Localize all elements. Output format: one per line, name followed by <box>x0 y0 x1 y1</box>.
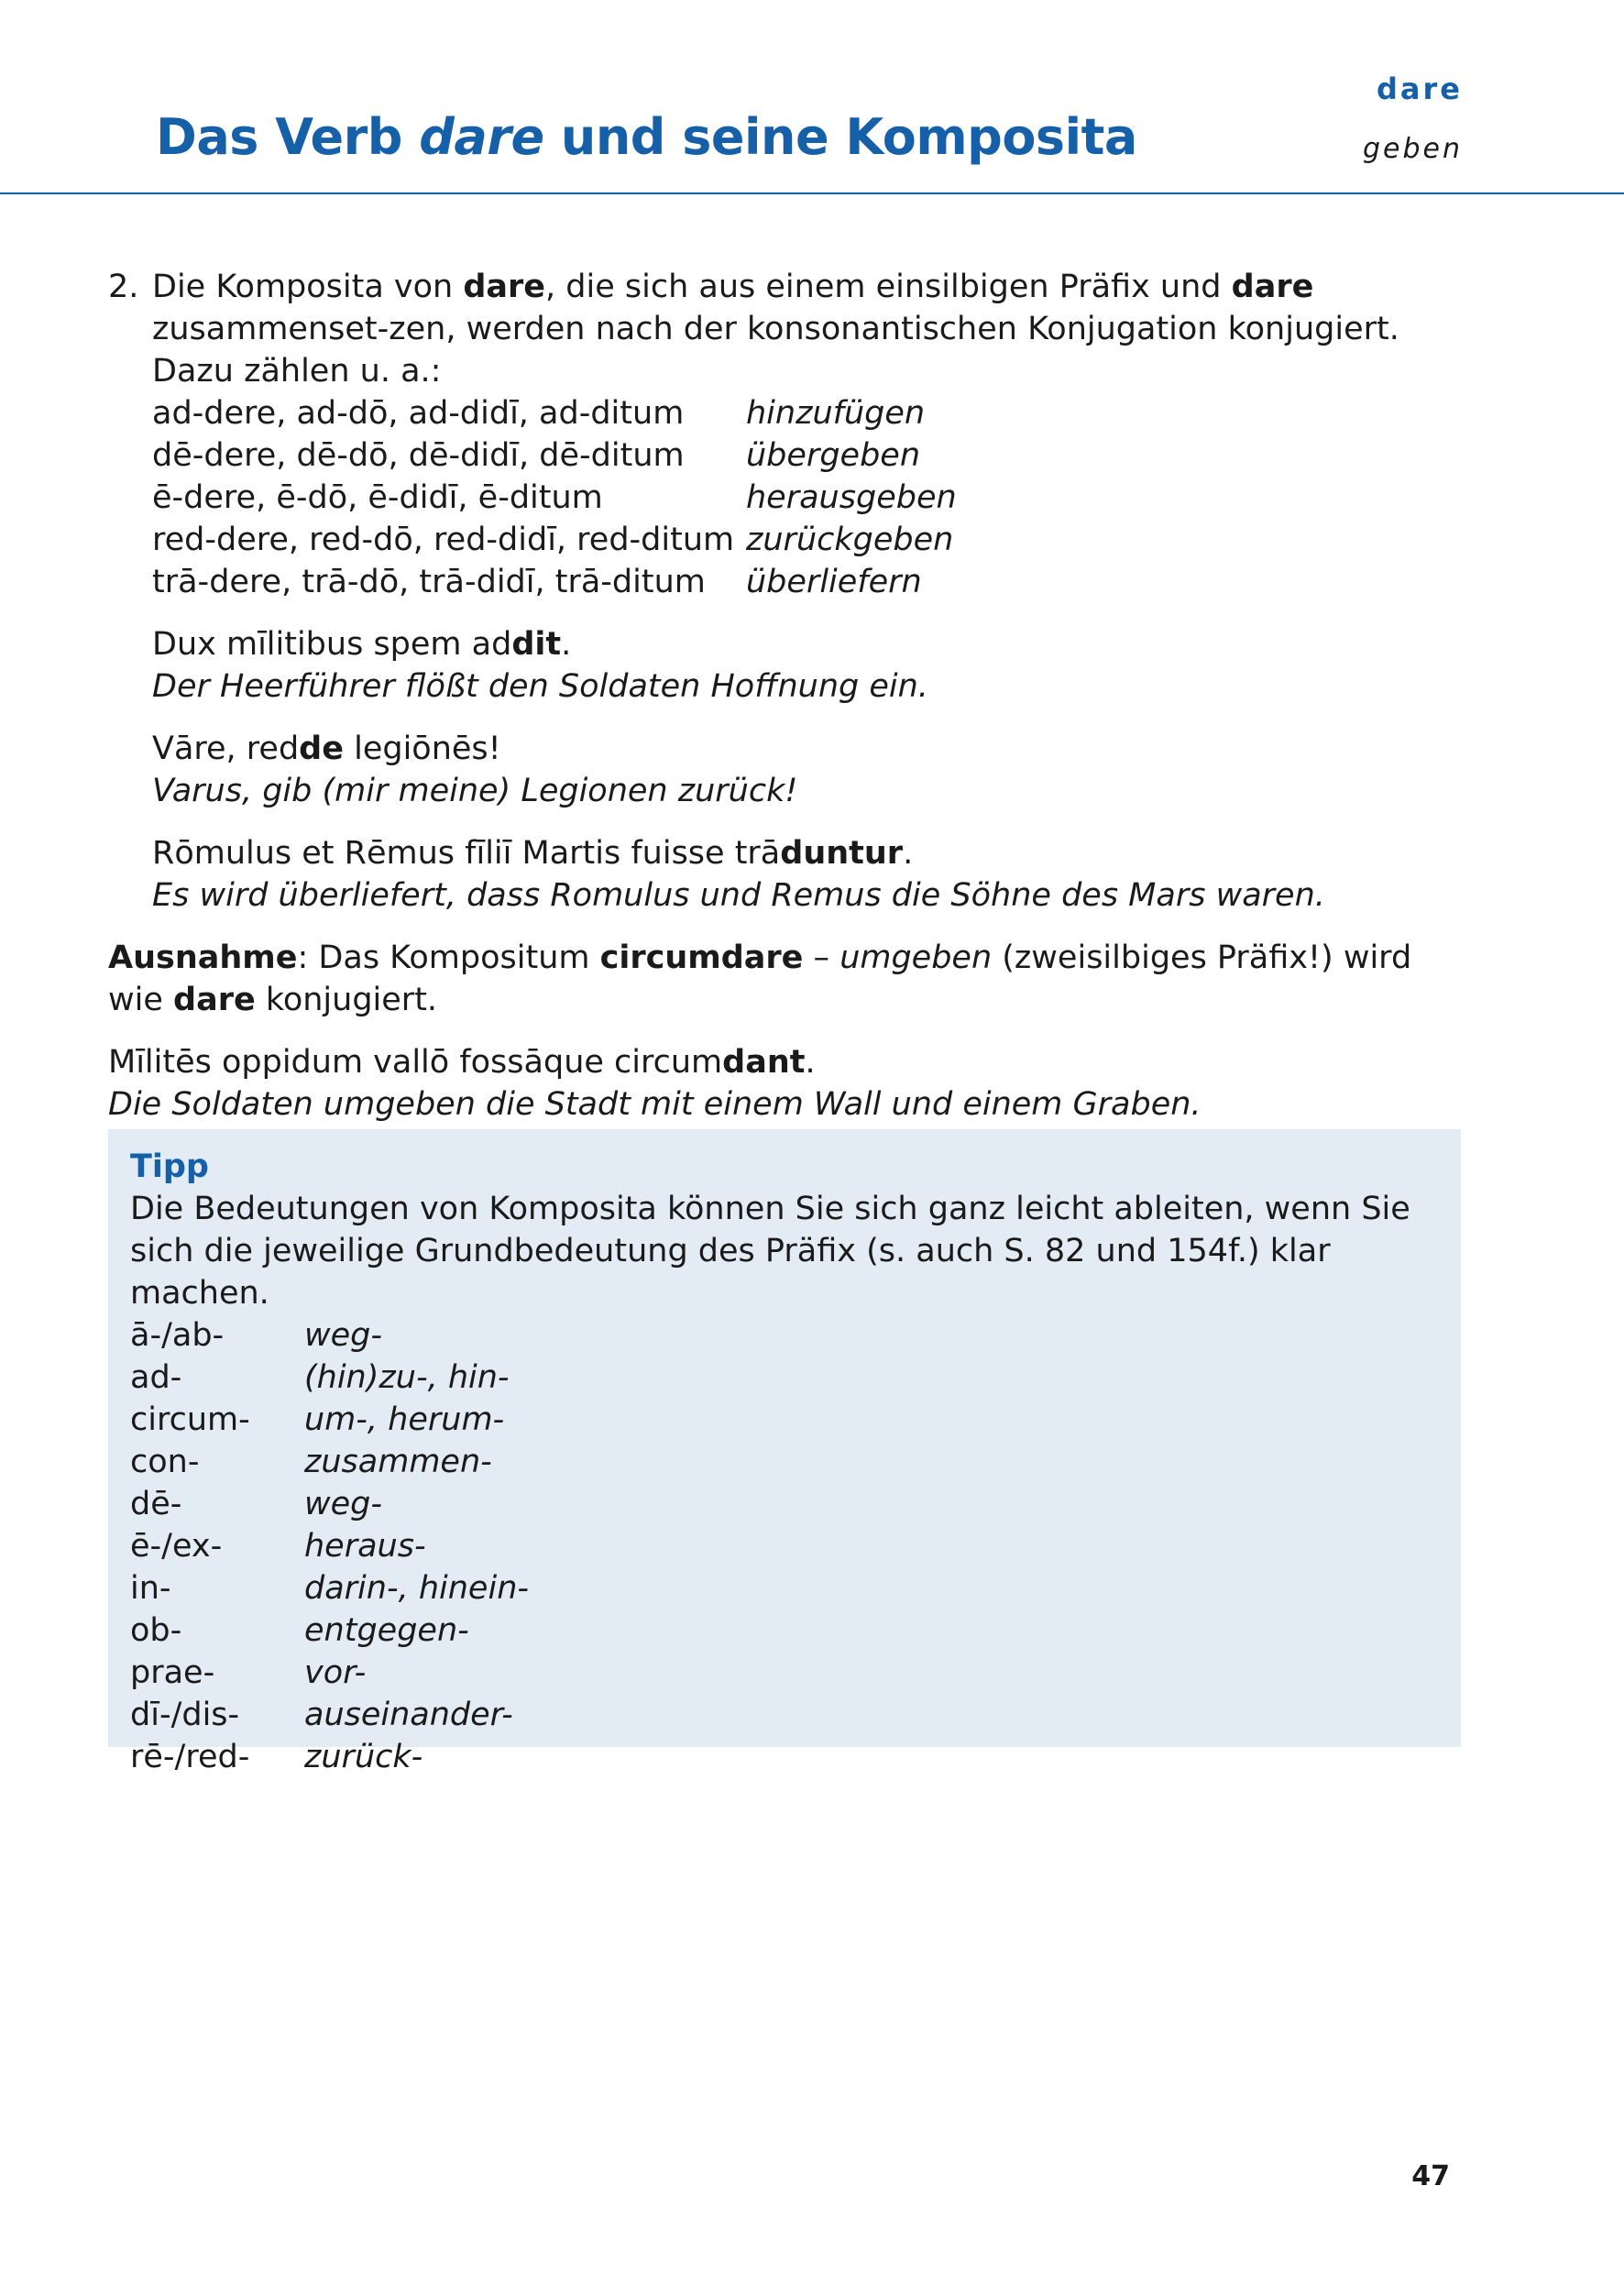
intro-text-2: , die sich aus einem einsilbigen Präfix und <box>545 269 1232 305</box>
prefix: ā-/ab- <box>130 1317 225 1354</box>
prefix-meaning: vor- <box>304 1654 367 1691</box>
main-content <box>108 266 1465 1126</box>
exception-italic: umgeben <box>839 939 993 976</box>
verb-latin: ad-dere, ad-dō, ad-didī, ad-ditum <box>152 395 685 432</box>
title-part-2: und seine Komposita <box>543 108 1137 166</box>
prefix-row <box>130 1694 1441 1736</box>
prefix-meaning: (hin)zu-, hin- <box>304 1359 510 1396</box>
verb-row <box>152 561 1465 603</box>
exception-bold: circumdare <box>599 939 804 976</box>
prefix-row <box>130 1609 1441 1652</box>
verb-german: herausgeben <box>746 479 957 516</box>
prefix: ob- <box>130 1612 182 1649</box>
intro-bold-1: dare <box>463 269 546 305</box>
verb-row <box>152 519 1465 561</box>
running-head-keyword: dare <box>1377 71 1463 106</box>
example-latin <box>152 832 1465 874</box>
verb-german: zurückgeben <box>746 522 954 558</box>
intro-text-3: zusammenset-zen, werden nach der konsonantischen Konjugation konjugiert. Dazu zählen u. a.: <box>152 311 1399 390</box>
latin-text: Dux mīlitibus spem ad <box>152 626 512 663</box>
prefix-row <box>130 1567 1441 1609</box>
prefix: ē-/ex- <box>130 1528 223 1565</box>
example-german: Varus, gib (mir meine) Legionen zurück! <box>152 773 798 809</box>
example-sentence <box>152 728 1465 812</box>
exception-paragraph <box>108 937 1465 1021</box>
verb-german: hinzufügen <box>746 395 926 432</box>
latin-ending: dant <box>722 1044 806 1081</box>
tip-label: Tipp <box>130 1148 209 1185</box>
prefix-row <box>130 1483 1441 1525</box>
prefix-meaning: um-, herum- <box>304 1401 505 1438</box>
latin-text: . <box>561 626 572 663</box>
intro-bold-2: dare <box>1231 269 1314 305</box>
latin-ending: de <box>299 731 344 767</box>
running-head-translation: geben <box>1362 133 1463 165</box>
prefix-row <box>130 1736 1441 1778</box>
verb-latin: red-dere, red-dō, red-didī, red-ditum <box>152 522 735 558</box>
header-divider <box>0 192 1624 194</box>
exception-bold: dare <box>173 982 256 1018</box>
prefix-meaning: entgegen- <box>304 1612 469 1649</box>
prefix-row <box>130 1441 1441 1483</box>
page-number: 47 <box>1411 2160 1450 2192</box>
verb-list <box>152 392 1465 603</box>
prefix-meaning: weg- <box>304 1486 383 1522</box>
prefix: circum- <box>130 1401 250 1438</box>
verb-latin: ē-dere, ē-dō, ē-didī, ē-ditum <box>152 479 603 516</box>
prefix-row <box>130 1525 1441 1567</box>
verb-row <box>152 392 1465 434</box>
verb-row <box>152 477 1465 519</box>
latin-text: . <box>903 835 914 872</box>
prefix-meaning: darin-, hinein- <box>304 1570 529 1607</box>
verb-latin: trā-dere, trā-dō, trā-didī, trā-ditum <box>152 564 706 600</box>
prefix-list <box>130 1314 1441 1778</box>
latin-text: Mīlitēs oppidum vallō fossāque circum <box>108 1044 723 1081</box>
example-sentence <box>152 623 1465 708</box>
prefix-row <box>130 1652 1441 1694</box>
intro-text-1: Die Komposita von <box>152 269 464 305</box>
section-intro <box>152 266 1465 392</box>
latin-ending: duntur <box>780 835 904 872</box>
section-2 <box>108 266 1465 603</box>
prefix: dī-/dis- <box>130 1697 240 1733</box>
page-title <box>156 108 1137 166</box>
prefix-row <box>130 1357 1441 1399</box>
verb-latin: dē-dere, dē-dō, dē-didī, dē-ditum <box>152 437 685 474</box>
prefix-meaning: weg- <box>304 1317 383 1354</box>
prefix-meaning: heraus- <box>304 1528 426 1565</box>
example-latin <box>152 728 1465 770</box>
example-latin <box>152 623 1465 665</box>
latin-ending: dit <box>511 626 562 663</box>
section-number: 2. <box>108 269 139 305</box>
exception-text: konjugiert. <box>255 982 438 1018</box>
exception-example <box>108 1041 1465 1126</box>
exception-text: (zweisilbiges Präfix!) wird wie <box>108 939 1412 1018</box>
prefix-meaning: zusammen- <box>304 1444 492 1480</box>
latin-text: legiōnēs! <box>343 731 501 767</box>
example-latin <box>108 1041 1465 1083</box>
tip-text: Die Bedeutungen von Komposita können Sie sich ganz leicht ableiten, wenn Sie sich die jeweilige Grundbedeutung des Präfix (s. auch S. 82 und 154f.) klar machen. <box>130 1191 1410 1312</box>
latin-text: Vāre, red <box>152 731 300 767</box>
prefix-meaning: zurück- <box>304 1739 423 1775</box>
prefix-row <box>130 1399 1441 1441</box>
verb-german: übergeben <box>746 437 921 474</box>
example-german: Die Soldaten umgeben die Stadt mit einem Wall und einem Graben. <box>108 1086 1202 1123</box>
verb-german: überliefern <box>746 564 922 600</box>
prefix: dē- <box>130 1486 182 1522</box>
prefix-meaning: auseinander- <box>304 1697 513 1733</box>
tip-box <box>108 1129 1461 1775</box>
tip-content <box>130 1146 1441 1778</box>
exception-text: : Das Kompositum <box>297 939 600 976</box>
prefix: rē-/red- <box>130 1739 250 1775</box>
latin-text: . <box>805 1044 816 1081</box>
prefix: in- <box>130 1570 171 1607</box>
prefix-row <box>130 1314 1441 1357</box>
title-keyword: dare <box>419 108 544 166</box>
title-part-1: Das Verb <box>156 108 420 166</box>
prefix: prae- <box>130 1654 215 1691</box>
prefix: ad- <box>130 1359 182 1396</box>
section-body <box>152 266 1465 603</box>
verb-row <box>152 434 1465 477</box>
latin-text: Rōmulus et Rēmus fīliī Martis fuisse trā <box>152 835 781 872</box>
exception-text: – <box>803 939 840 976</box>
example-german: Der Heerführer flößt den Soldaten Hoffnung ein. <box>152 668 928 705</box>
example-sentence <box>152 832 1465 917</box>
example-german: Es wird überliefert, dass Romulus und Remus die Söhne des Mars waren. <box>152 877 1325 914</box>
exception-label: Ausnahme <box>108 939 298 976</box>
prefix: con- <box>130 1444 200 1480</box>
